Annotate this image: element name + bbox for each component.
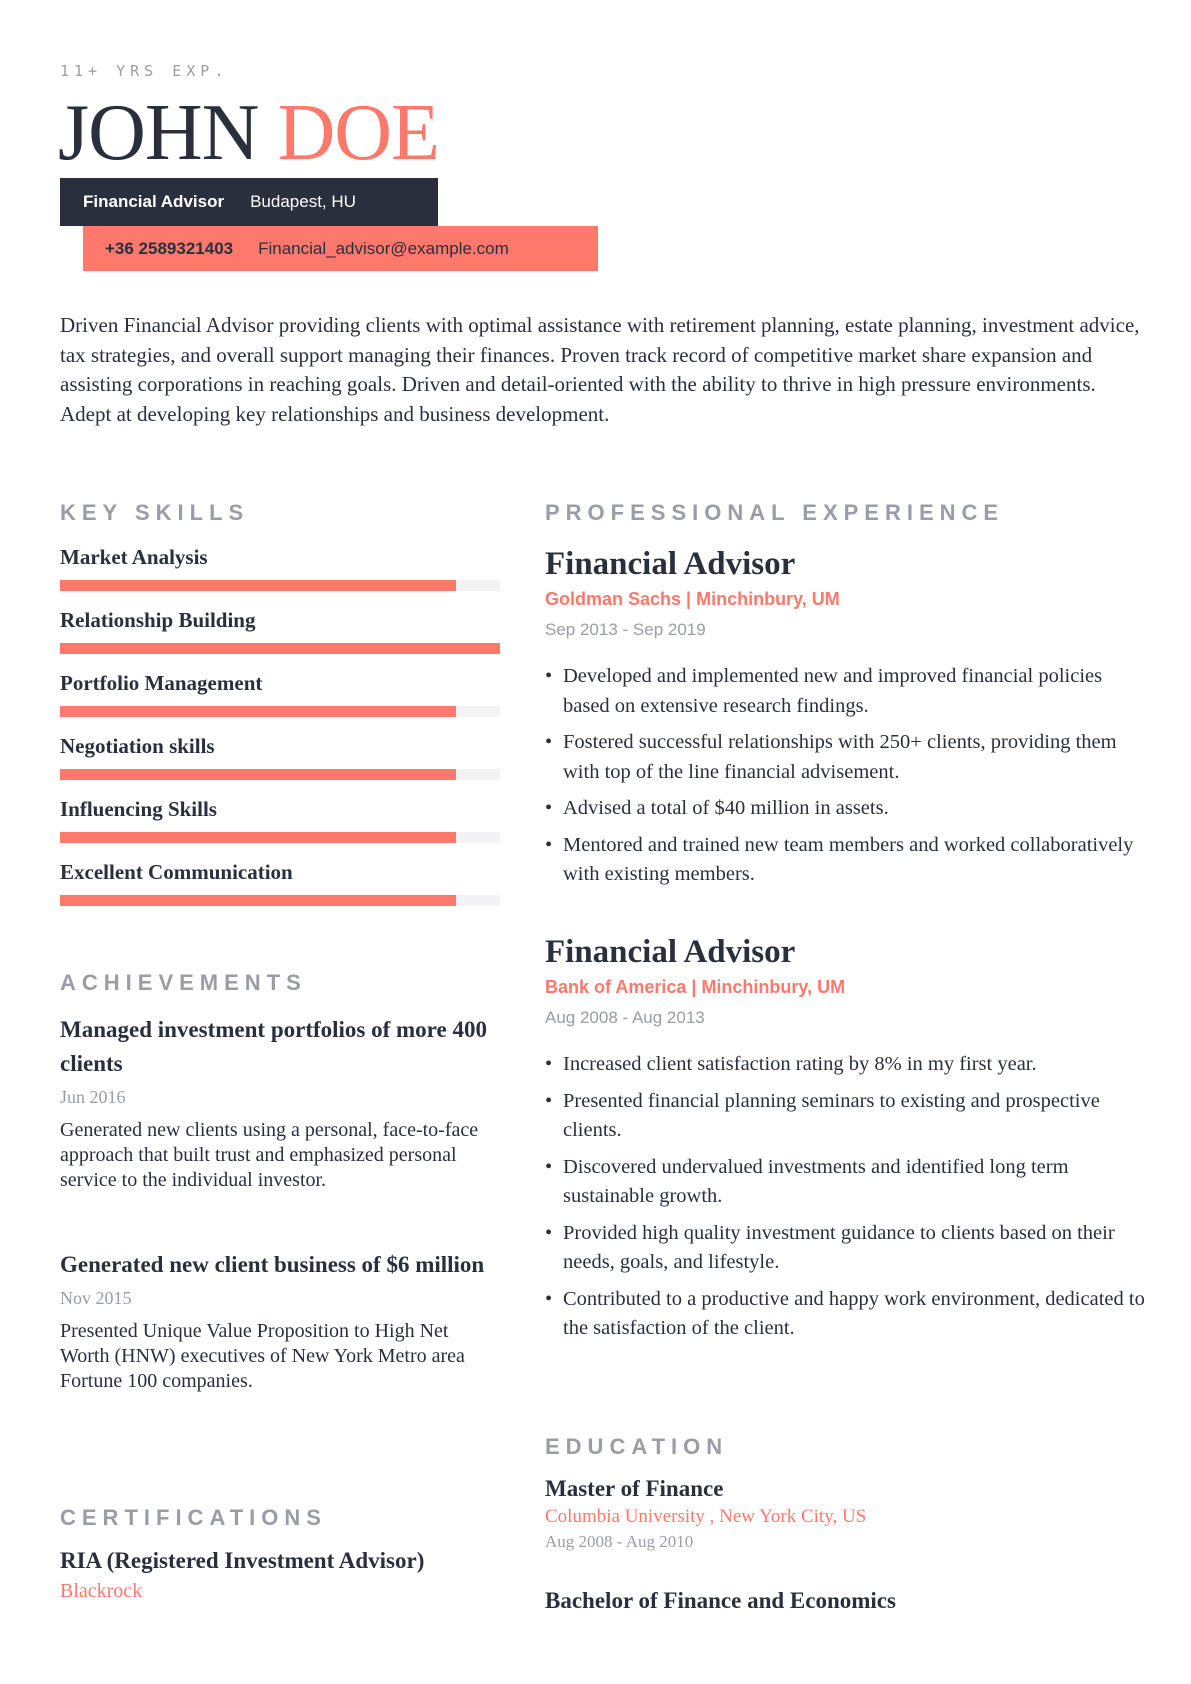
location: Budapest, HU — [250, 192, 356, 211]
skill-bar — [60, 832, 500, 843]
achievement-item — [60, 1013, 500, 1193]
skill-item — [60, 734, 500, 780]
skill-label: Portfolio Management — [60, 671, 263, 695]
skill-bar-fill — [60, 895, 456, 906]
skill-item — [60, 797, 500, 843]
job-company: Bank of America | Minchinbury, UM — [545, 977, 846, 997]
achievement-description: Presented Unique Value Proposition to High Net Worth (HNW) executives of New York Metro area Fortune 100 companies. — [60, 1320, 465, 1392]
skill-label: Influencing Skills — [60, 797, 217, 821]
last-name: DOE — [277, 89, 439, 177]
achievement-date: Jun 2016 — [60, 1087, 126, 1107]
job-role: Financial Advisor — [545, 934, 796, 970]
skill-bar — [60, 895, 500, 906]
job-bullet: • Advised a total of $40 million in assets. — [545, 794, 1145, 824]
first-name: JOHN — [58, 89, 259, 177]
skill-bar — [60, 706, 500, 717]
email[interactable]: Financial_advisor@example.com — [258, 238, 509, 258]
job-role: Financial Advisor — [545, 546, 796, 582]
job-bullet: • Fostered successful relationships with 250+ clients, providing them with top of the line financial advisement. — [545, 728, 1145, 787]
skill-label: Excellent Communication — [60, 860, 293, 884]
title-location-bar — [60, 178, 438, 226]
skill-bar-fill — [60, 580, 456, 591]
certifications-title: CERTIFICATIONS — [60, 1505, 327, 1530]
education-dates: Aug 2008 - Aug 2010 — [545, 1532, 694, 1551]
contact-bar — [83, 226, 598, 271]
job-dates: Aug 2008 - Aug 2013 — [545, 1008, 705, 1027]
skill-bar-fill — [60, 832, 456, 843]
job-bullet: • Discovered undervalued investments and identified long term sustainable growth. — [545, 1153, 1145, 1212]
experience-title: PROFESSIONAL EXPERIENCE — [545, 500, 1005, 525]
job-bullet: • Contributed to a productive and happy work environment, dedicated to the satisfaction of the client. — [545, 1285, 1145, 1344]
skill-bar-fill — [60, 769, 456, 780]
skill-label: Market Analysis — [60, 545, 208, 569]
certification-name: RIA (Registered Investment Advisor) — [60, 1548, 425, 1573]
skill-item — [60, 860, 500, 906]
experience-tag: 11+ YRS EXP. — [60, 62, 229, 80]
education-degree: Master of Finance — [545, 1476, 724, 1501]
job-bullet: • Developed and implemented new and improved financial policies based on extensive research findings. — [545, 662, 1145, 721]
achievement-heading: Generated new client business of $6 million — [60, 1252, 485, 1277]
phone[interactable]: +36 2589321403 — [105, 238, 234, 258]
certification-issuer: Blackrock — [60, 1580, 143, 1602]
education-item — [545, 1588, 1145, 1614]
education-item — [545, 1476, 1145, 1552]
skill-item — [60, 608, 500, 654]
job-title: Financial Advisor — [83, 192, 225, 211]
skill-bar — [60, 643, 500, 654]
achievement-description: Generated new clients using a personal, face-to-face approach that built trust and emphasized personal service to the individual investor. — [60, 1119, 479, 1191]
summary: Driven Financial Advisor providing clients with optimal assistance with retirement planning, estate planning, investment advice, tax strategies, and overall support managing their finances. Proven track record of competitive market share expansion and assisting corporations in reaching goals. Driven and detail-oriented with the ability to thrive in high pressure environments. Adept at developing key relationships and business development. — [60, 313, 1140, 426]
candidate-name — [58, 88, 439, 178]
skill-bar — [60, 580, 500, 591]
skill-bar-fill — [60, 643, 500, 654]
job-company: Goldman Sachs | Minchinbury, UM — [545, 589, 840, 609]
skill-bar-fill — [60, 706, 456, 717]
job-bullet: • Presented financial planning seminars to existing and prospective clients. — [545, 1087, 1145, 1146]
achievement-date: Nov 2015 — [60, 1288, 132, 1308]
job-entry — [545, 546, 1145, 897]
skill-item — [60, 671, 500, 717]
job-dates: Sep 2013 - Sep 2019 — [545, 620, 706, 639]
achievements-title: ACHIEVEMENTS — [60, 970, 307, 995]
education-school: Columbia University , New York City, US — [545, 1506, 867, 1527]
skills-title: KEY SKILLS — [60, 500, 250, 525]
achievement-item — [60, 1248, 500, 1394]
job-bullets — [545, 662, 1145, 890]
certification-item — [60, 1548, 520, 1603]
job-entry — [545, 934, 1145, 1351]
skill-bar — [60, 769, 500, 780]
education-degree: Bachelor of Finance and Economics — [545, 1588, 896, 1613]
skill-label: Negotiation skills — [60, 734, 215, 758]
skill-item — [60, 545, 500, 591]
job-bullet: • Provided high quality investment guidance to clients based on their needs, goals, and lifestyle. — [545, 1219, 1145, 1278]
education-title: EDUCATION — [545, 1434, 729, 1459]
achievement-heading: Managed investment portfolios of more 400 clients — [60, 1017, 487, 1076]
skill-label: Relationship Building — [60, 608, 256, 632]
job-bullet: • Increased client satisfaction rating by 8% in my first year. — [545, 1050, 1145, 1080]
job-bullet: • Mentored and trained new team members and worked collaboratively with existing members. — [545, 831, 1145, 890]
job-bullets — [545, 1050, 1145, 1344]
